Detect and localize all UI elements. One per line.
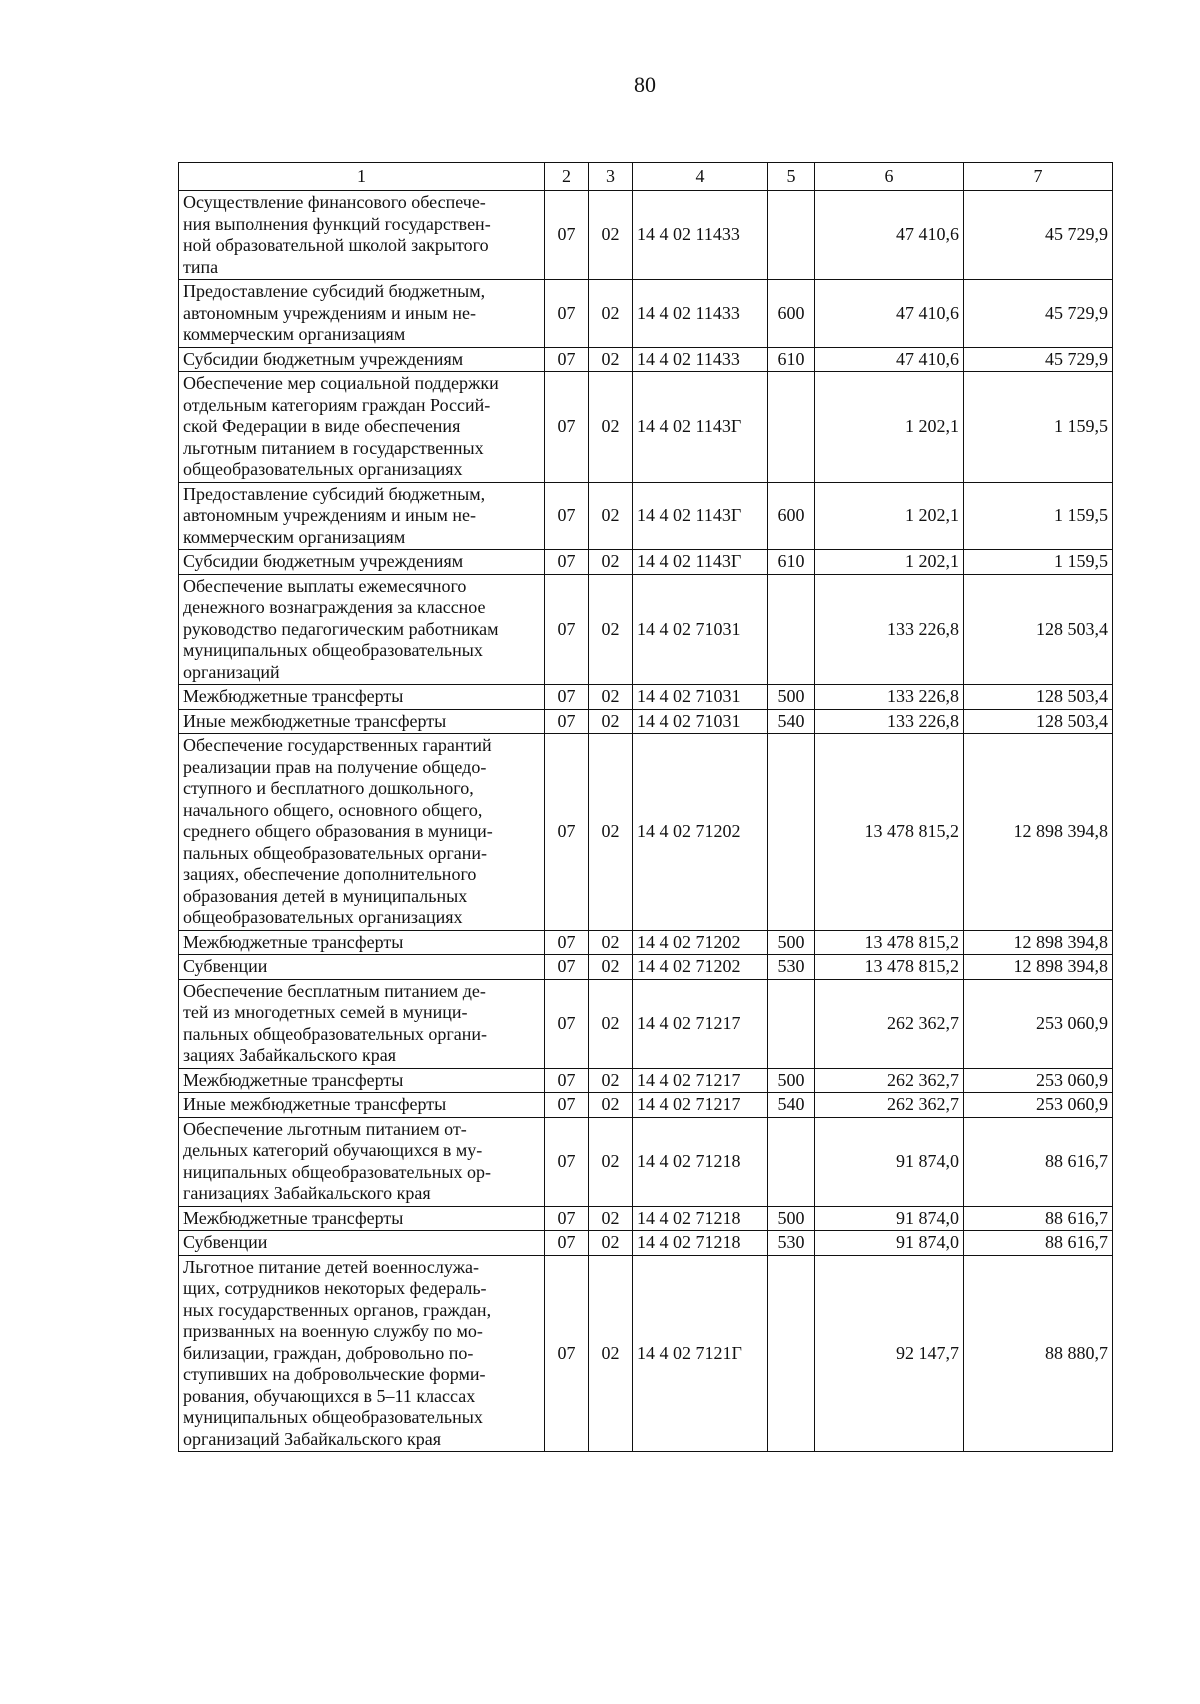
expense-name: Обеспечение бесплатным питанием де- тей из многодетных семей в муници- пальных общеобразовательных органи- зациях Забайкальского края	[179, 979, 545, 1068]
section-code: 07	[545, 347, 589, 372]
amount-col-6: 133 226,8	[815, 685, 964, 710]
subsection-code: 02	[589, 574, 633, 685]
expense-name: Субсидии бюджетным учреждениям	[179, 550, 545, 575]
amount-col-6: 47 410,6	[815, 347, 964, 372]
amount-col-7: 45 729,9	[964, 280, 1113, 348]
section-code: 07	[545, 685, 589, 710]
section-code: 07	[545, 955, 589, 980]
page-number: 80	[634, 72, 656, 97]
amount-col-7: 88 616,7	[964, 1117, 1113, 1206]
subsection-code: 02	[589, 372, 633, 483]
expense-name: Обеспечение мер социальной поддержки отдельным категориям граждан Россий- ской Федерации в виде обеспечения льготным питанием в государственных общеобразовательных организациях	[179, 372, 545, 483]
section-code: 07	[545, 1255, 589, 1452]
amount-col-6: 91 874,0	[815, 1206, 964, 1231]
section-code: 07	[545, 1068, 589, 1093]
amount-col-6: 262 362,7	[815, 1093, 964, 1118]
subsection-code: 02	[589, 1231, 633, 1256]
expense-type-code: 540	[768, 709, 815, 734]
subsection-code: 02	[589, 930, 633, 955]
target-article-code: 14 4 02 71031	[633, 574, 768, 685]
amount-col-6: 91 874,0	[815, 1117, 964, 1206]
budget-table	[178, 162, 1113, 1452]
section-code: 07	[545, 482, 589, 550]
amount-col-6: 91 874,0	[815, 1231, 964, 1256]
subsection-code: 02	[589, 1093, 633, 1118]
section-code: 07	[545, 1231, 589, 1256]
amount-col-6: 13 478 815,2	[815, 955, 964, 980]
amount-col-7: 1 159,5	[964, 372, 1113, 483]
section-code: 07	[545, 372, 589, 483]
table-row	[179, 955, 1113, 980]
table-row	[179, 1206, 1113, 1231]
amount-col-6: 262 362,7	[815, 979, 964, 1068]
amount-col-6: 1 202,1	[815, 482, 964, 550]
amount-col-7: 12 898 394,8	[964, 734, 1113, 931]
subsection-code: 02	[589, 709, 633, 734]
section-code: 07	[545, 191, 589, 280]
expense-name: Иные межбюджетные трансферты	[179, 1093, 545, 1118]
amount-col-6: 262 362,7	[815, 1068, 964, 1093]
amount-col-7: 1 159,5	[964, 550, 1113, 575]
subsection-code: 02	[589, 979, 633, 1068]
target-article-code: 14 4 02 71218	[633, 1117, 768, 1206]
expense-type-code: 610	[768, 347, 815, 372]
amount-col-6: 133 226,8	[815, 709, 964, 734]
amount-col-7: 253 060,9	[964, 1093, 1113, 1118]
subsection-code: 02	[589, 685, 633, 710]
table-header-row	[179, 163, 1113, 191]
target-article-code: 14 4 02 11433	[633, 191, 768, 280]
expense-name: Льготное питание детей военнослужа- щих, сотрудников некоторых федераль- ных государственных органов, граждан, призванных на военную службу по мо- билизации, граждан, добровольно по- ступивших на добровольческие форми- рования, обучающихся в 5–11 классах муниципальных общеобразовательных организаций Забайкальского края	[179, 1255, 545, 1452]
table-row	[179, 685, 1113, 710]
amount-col-6: 92 147,7	[815, 1255, 964, 1452]
expense-type-code: 600	[768, 280, 815, 348]
header-col-4: 4	[633, 163, 768, 191]
expense-type-code	[768, 191, 815, 280]
expense-name: Субсидии бюджетным учреждениям	[179, 347, 545, 372]
amount-col-6: 13 478 815,2	[815, 930, 964, 955]
amount-col-6: 1 202,1	[815, 372, 964, 483]
table-body	[179, 191, 1113, 1452]
table-row	[179, 1093, 1113, 1118]
expense-name: Субвенции	[179, 955, 545, 980]
amount-col-7: 45 729,9	[964, 191, 1113, 280]
header-col-5: 5	[768, 163, 815, 191]
expense-name: Обеспечение выплаты ежемесячного денежного вознаграждения за классное руководство педагогическим работникам муниципальных общеобразовательных организаций	[179, 574, 545, 685]
target-article-code: 14 4 02 1143Г	[633, 550, 768, 575]
expense-type-code: 530	[768, 1231, 815, 1256]
subsection-code: 02	[589, 482, 633, 550]
subsection-code: 02	[589, 1117, 633, 1206]
section-code: 07	[545, 280, 589, 348]
target-article-code: 14 4 02 71217	[633, 1068, 768, 1093]
expense-type-code	[768, 1255, 815, 1452]
amount-col-7: 88 616,7	[964, 1206, 1113, 1231]
section-code: 07	[545, 1206, 589, 1231]
amount-col-7: 253 060,9	[964, 1068, 1113, 1093]
expense-name: Предоставление субсидий бюджетным, автономным учреждениям и иным не- коммерческим организациям	[179, 482, 545, 550]
expense-type-code	[768, 1117, 815, 1206]
table-row	[179, 550, 1113, 575]
target-article-code: 14 4 02 71031	[633, 709, 768, 734]
section-code: 07	[545, 734, 589, 931]
expense-type-code: 500	[768, 930, 815, 955]
table-row	[179, 191, 1113, 280]
section-code: 07	[545, 930, 589, 955]
amount-col-7: 88 616,7	[964, 1231, 1113, 1256]
amount-col-7: 128 503,4	[964, 574, 1113, 685]
amount-col-6: 1 202,1	[815, 550, 964, 575]
expense-type-code: 540	[768, 1093, 815, 1118]
subsection-code: 02	[589, 1255, 633, 1452]
expense-name: Межбюджетные трансферты	[179, 930, 545, 955]
expense-name: Осуществление финансового обеспече- ния выполнения функций государствен- ной образовательной школой закрытого типа	[179, 191, 545, 280]
target-article-code: 14 4 02 71202	[633, 930, 768, 955]
expense-name: Субвенции	[179, 1231, 545, 1256]
expense-type-code	[768, 574, 815, 685]
subsection-code: 02	[589, 191, 633, 280]
section-code: 07	[545, 1117, 589, 1206]
amount-col-7: 128 503,4	[964, 709, 1113, 734]
expense-type-code: 530	[768, 955, 815, 980]
target-article-code: 14 4 02 71217	[633, 979, 768, 1068]
expense-name: Межбюджетные трансферты	[179, 1206, 545, 1231]
target-article-code: 14 4 02 71218	[633, 1206, 768, 1231]
expense-type-code	[768, 979, 815, 1068]
header-col-1: 1	[179, 163, 545, 191]
expense-name: Межбюджетные трансферты	[179, 685, 545, 710]
amount-col-7: 253 060,9	[964, 979, 1113, 1068]
subsection-code: 02	[589, 550, 633, 575]
header-col-7: 7	[964, 163, 1113, 191]
amount-col-7: 1 159,5	[964, 482, 1113, 550]
subsection-code: 02	[589, 280, 633, 348]
table-row	[179, 574, 1113, 685]
subsection-code: 02	[589, 1068, 633, 1093]
target-article-code: 14 4 02 71202	[633, 734, 768, 931]
section-code: 07	[545, 550, 589, 575]
table-row	[179, 979, 1113, 1068]
expense-name: Предоставление субсидий бюджетным, автономным учреждениям и иным не- коммерческим организациям	[179, 280, 545, 348]
table-row	[179, 1231, 1113, 1256]
expense-name: Иные межбюджетные трансферты	[179, 709, 545, 734]
target-article-code: 14 4 02 71031	[633, 685, 768, 710]
target-article-code: 14 4 02 1143Г	[633, 482, 768, 550]
expense-type-code	[768, 734, 815, 931]
expense-name: Межбюджетные трансферты	[179, 1068, 545, 1093]
target-article-code: 14 4 02 7121Г	[633, 1255, 768, 1452]
section-code: 07	[545, 1093, 589, 1118]
amount-col-7: 88 880,7	[964, 1255, 1113, 1452]
section-code: 07	[545, 574, 589, 685]
expense-type-code	[768, 372, 815, 483]
subsection-code: 02	[589, 1206, 633, 1231]
table-row	[179, 709, 1113, 734]
expense-type-code: 610	[768, 550, 815, 575]
amount-col-6: 47 410,6	[815, 280, 964, 348]
table-row	[179, 1068, 1113, 1093]
expense-name: Обеспечение государственных гарантий реализации прав на получение общедо- ступного и бесплатного дошкольного, начального общего, основного общего, среднего общего образования в муници- пальных общеобразовательных органи- зациях, обеспечение дополнительного образования детей в муниципальных общеобразовательных организациях	[179, 734, 545, 931]
table-row	[179, 930, 1113, 955]
target-article-code: 14 4 02 71217	[633, 1093, 768, 1118]
amount-col-6: 133 226,8	[815, 574, 964, 685]
subsection-code: 02	[589, 734, 633, 931]
table-row	[179, 734, 1113, 931]
section-code: 07	[545, 979, 589, 1068]
header-col-3: 3	[589, 163, 633, 191]
amount-col-6: 13 478 815,2	[815, 734, 964, 931]
expense-name: Обеспечение льготным питанием от- дельных категорий обучающихся в му- ниципальных общеобразовательных ор- ганизациях Забайкальского края	[179, 1117, 545, 1206]
section-code: 07	[545, 709, 589, 734]
expense-type-code: 500	[768, 685, 815, 710]
table-row	[179, 372, 1113, 483]
expense-type-code: 500	[768, 1206, 815, 1231]
subsection-code: 02	[589, 347, 633, 372]
table-row	[179, 347, 1113, 372]
target-article-code: 14 4 02 11433	[633, 280, 768, 348]
table-row	[179, 1255, 1113, 1452]
amount-col-7: 45 729,9	[964, 347, 1113, 372]
target-article-code: 14 4 02 71202	[633, 955, 768, 980]
table-row	[179, 1117, 1113, 1206]
amount-col-7: 12 898 394,8	[964, 955, 1113, 980]
target-article-code: 14 4 02 71218	[633, 1231, 768, 1256]
amount-col-7: 12 898 394,8	[964, 930, 1113, 955]
subsection-code: 02	[589, 955, 633, 980]
target-article-code: 14 4 02 1143Г	[633, 372, 768, 483]
header-col-2: 2	[545, 163, 589, 191]
table-row	[179, 280, 1113, 348]
amount-col-6: 47 410,6	[815, 191, 964, 280]
header-col-6: 6	[815, 163, 964, 191]
table-row	[179, 482, 1113, 550]
expense-type-code: 500	[768, 1068, 815, 1093]
expense-type-code: 600	[768, 482, 815, 550]
amount-col-7: 128 503,4	[964, 685, 1113, 710]
target-article-code: 14 4 02 11433	[633, 347, 768, 372]
